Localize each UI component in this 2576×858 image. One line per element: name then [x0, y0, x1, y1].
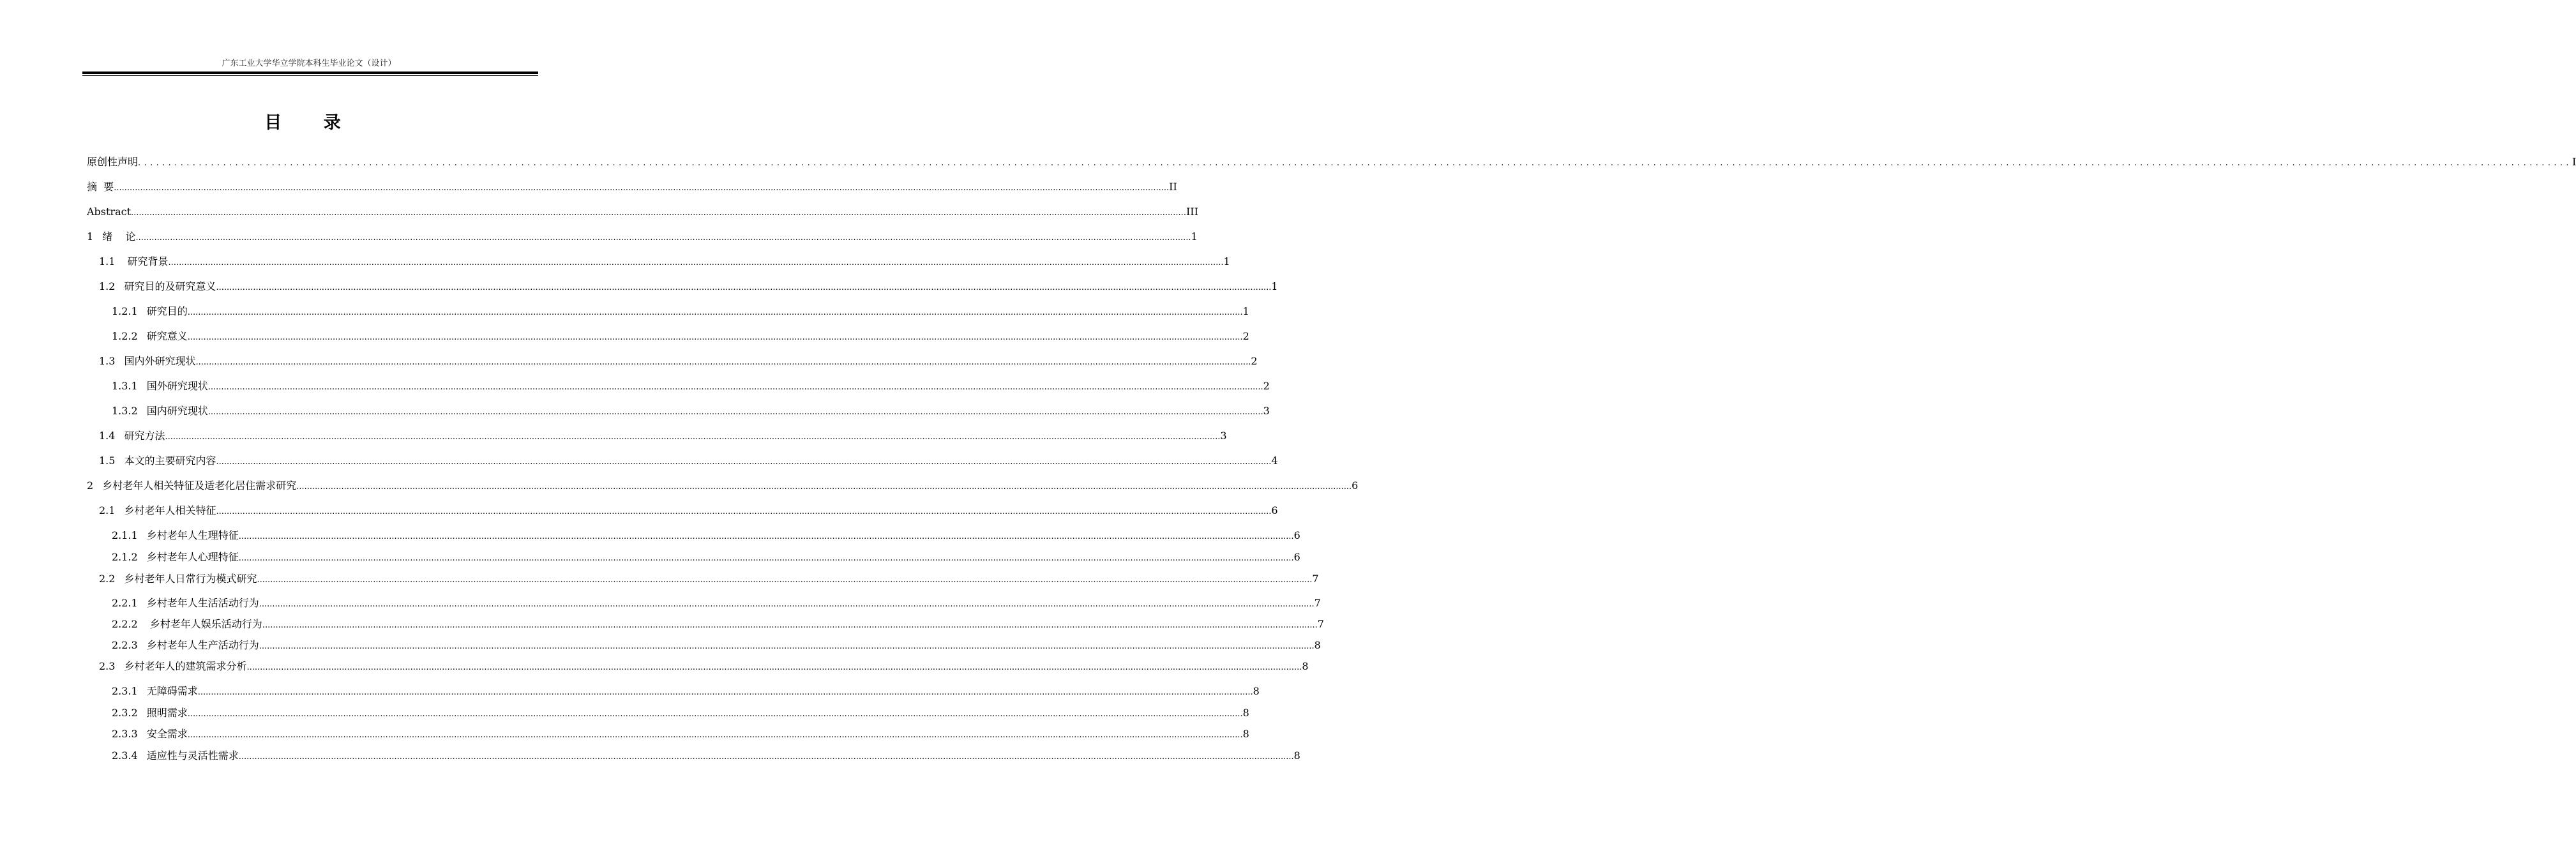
toc-entry-page: 1: [1242, 305, 1249, 317]
dot-leader: ................................................................................................................................................................................................................................................................................................................................................................................................................: [165, 432, 1221, 442]
toc-entry-number: 2: [87, 479, 94, 492]
toc-entry[interactable]: [87, 229, 1198, 245]
toc-entry-text: 乡村老年人相关特征及适老化居住需求研究: [102, 479, 297, 492]
toc-entry[interactable]: [87, 154, 2576, 170]
dot-leader: ................................................................................................................................................................................................................................................................................................................................................................................................................: [238, 553, 1294, 563]
toc-entry-label: [112, 748, 239, 764]
toc-entry-number: 1.3.1: [112, 380, 138, 392]
toc-entry-page: 1: [1191, 230, 1198, 243]
toc-entry-label: [99, 254, 169, 269]
toc-entry-label: [112, 379, 208, 394]
toc-entry-page: 6: [1352, 479, 1359, 492]
header-rule-thick: [82, 72, 538, 74]
toc-entry[interactable]: [112, 403, 1270, 419]
dot-leader: ................................................................................................................................................................................................................................................................................................................................................................................................................: [195, 358, 1251, 367]
dot-leader: ................................................................................................................................................................................................................................................................................................................................................................................................................: [197, 688, 1253, 697]
toc-entry-label: [112, 550, 239, 565]
toc-entry-text: 照明需求: [146, 707, 188, 719]
toc-entry-label: [112, 617, 262, 632]
toc-entry[interactable]: [112, 596, 1321, 611]
toc-entry[interactable]: [99, 453, 1278, 469]
toc-entry-text: 乡村老年人日常行为模式研究: [124, 573, 257, 585]
toc-entry[interactable]: [87, 478, 1359, 493]
dot-leader: ................................................................................................................................................................................................................................................................................................................................................................................................................: [207, 382, 1263, 392]
toc-entry[interactable]: [112, 684, 1260, 699]
toc-entry[interactable]: [99, 279, 1278, 294]
toc-entry[interactable]: [112, 528, 1300, 543]
toc-entry-number: 2.3.1: [112, 685, 138, 697]
toc-entry-number: 1.1: [99, 255, 116, 267]
toc-entry-label: [112, 304, 188, 319]
toc-entry-label: [99, 571, 257, 587]
toc-entry[interactable]: [112, 748, 1300, 764]
toc-entry-text: 乡村老年人生产活动行为: [146, 639, 259, 651]
toc-entry-page: 2: [1251, 355, 1258, 367]
toc-entry-text: 无障碍需求: [146, 685, 198, 697]
dot-leader: ................................................................................................................................................................................................................................................................................................................................................................................................................: [259, 642, 1314, 651]
toc-entry-text: 乡村老年人的建筑需求分析: [124, 660, 247, 672]
toc-entry-label: [112, 705, 188, 721]
dot-leader: ................................................................................................................................................................................................................................................................................................................................................................................................................: [168, 258, 1224, 267]
dot-leader: ................................................................................................................................................................................................................................................................................................................................................................................................................: [187, 333, 1243, 342]
toc-entry-text: 乡村老年人生理特征: [146, 529, 239, 541]
toc-entry[interactable]: [112, 705, 1249, 721]
toc-entry[interactable]: [112, 638, 1321, 653]
toc-entry-page: II: [1169, 181, 1177, 193]
dot-leader: ................................................................................................................................................................................................................................................................................................................................................................................................................: [187, 730, 1243, 740]
toc-entry-label: [112, 329, 188, 344]
dot-leader: ................................................................................................................................................................................................................................................................................................................................................................................................................: [207, 407, 1263, 417]
toc-entry-text: 国外研究现状: [146, 380, 208, 392]
toc-entry-page: 3: [1263, 405, 1270, 417]
dot-leader: ................................................................................................................................................................................................................................................................................................................................................................................................................: [257, 575, 1313, 585]
toc-entry-page: 1: [1223, 255, 1230, 267]
toc-entry-text: 乡村老年人相关特征: [124, 504, 216, 516]
toc-entry-page: 8: [1242, 728, 1249, 740]
dot-leader: ................................................................................................................................................................................................................................................................................................................................................................................................................: [138, 158, 2572, 168]
toc-entry-label: [99, 428, 165, 444]
toc-entry-text: 研究目的: [146, 305, 188, 317]
toc-entry-label: [112, 403, 208, 419]
dot-leader: ................................................................................................................................................................................................................................................................................................................................................................................................................: [246, 663, 1302, 672]
dot-leader: ................................................................................................................................................................................................................................................................................................................................................................................................................: [187, 308, 1243, 317]
toc-entry-page: 8: [1314, 639, 1321, 651]
toc-entry-page: I: [2572, 156, 2576, 168]
toc-entry-text: 研究方法: [124, 430, 165, 442]
toc-entry-label: [87, 229, 136, 245]
toc-entry[interactable]: [99, 354, 1258, 369]
toc-entry-page: 8: [1253, 685, 1260, 697]
toc-entry-page: 8: [1302, 660, 1309, 672]
dot-leader: ................................................................................................................................................................................................................................................................................................................................................................................................................: [114, 183, 1170, 193]
toc-entry[interactable]: [99, 428, 1227, 444]
toc-entry-text: 原创性声明: [87, 156, 139, 168]
toc-entry-text: 研究背景: [124, 255, 169, 267]
toc-entry-text: 安全需求: [146, 728, 188, 740]
toc-entry-page: 7: [1312, 573, 1319, 585]
toc-entry-text: 乡村老年人生活活动行为: [146, 597, 259, 609]
toc-entry-number: 1.4: [99, 430, 116, 442]
toc-entry-number: 1: [87, 230, 94, 243]
toc-entry-label: [99, 659, 246, 674]
toc-entry-number: 1.2: [99, 280, 116, 292]
toc-entry-page: 3: [1220, 430, 1227, 442]
toc-entry[interactable]: [87, 179, 1177, 195]
toc-entry[interactable]: [112, 617, 1324, 632]
toc-entry-number: 2.3.2: [112, 707, 138, 719]
toc-entry-page: 7: [1314, 597, 1321, 609]
toc-entry-number: 1.3: [99, 355, 116, 367]
toc-entry-number: 2.3.3: [112, 728, 138, 740]
toc-entry-label: [87, 478, 296, 493]
toc-entry[interactable]: [99, 254, 1230, 269]
toc-entry-text: 摘 要: [87, 181, 114, 193]
toc-entry-page: III: [1186, 206, 1198, 218]
toc-entry-page: 2: [1242, 330, 1249, 342]
toc-entry-page: 8: [1293, 749, 1300, 762]
toc-entry-number: 2.1.1: [112, 529, 138, 541]
toc-entry-number: 2.2.3: [112, 639, 138, 651]
toc-entry-label: [87, 179, 114, 195]
toc-entry[interactable]: [99, 571, 1319, 587]
toc-entry-number: 2.2: [99, 573, 116, 585]
toc-entry-label: [112, 684, 198, 699]
dot-leader: ................................................................................................................................................................................................................................................................................................................................................................................................................: [238, 752, 1294, 762]
toc-entry[interactable]: [99, 503, 1278, 518]
toc-entry[interactable]: [112, 550, 1300, 565]
toc-entry-number: 2.3: [99, 660, 116, 672]
toc-entry-label: [112, 596, 259, 611]
toc-entry-text: 本文的主要研究内容: [124, 455, 216, 467]
toc-entry[interactable]: [99, 659, 1309, 674]
toc-entry-text: 研究意义: [146, 330, 188, 342]
toc-entry-number: 1.5: [99, 455, 116, 467]
toc-entry-number: 1.3.2: [112, 405, 138, 417]
toc-entry[interactable]: [112, 304, 1249, 319]
toc-entry-page: 6: [1293, 529, 1300, 541]
dot-leader: ................................................................................................................................................................................................................................................................................................................................................................................................................: [238, 532, 1294, 541]
toc-entry[interactable]: [112, 379, 1270, 394]
toc-entry-page: 2: [1263, 380, 1270, 392]
toc-entry-number: 2.2.1: [112, 597, 138, 609]
toc-entry-text: 乡村老年人娱乐活动行为: [146, 618, 262, 630]
dot-leader: ................................................................................................................................................................................................................................................................................................................................................................................................................: [187, 709, 1243, 719]
dot-leader: ................................................................................................................................................................................................................................................................................................................................................................................................................: [262, 621, 1318, 630]
toc-entry-page: 1: [1271, 280, 1278, 292]
dot-leader: ................................................................................................................................................................................................................................................................................................................................................................................................................: [131, 208, 1186, 218]
toc-entry-number: 2.2.2: [112, 618, 138, 630]
toc-entry-label: [99, 354, 195, 369]
toc-entry-page: 7: [1317, 618, 1324, 630]
dot-leader: ................................................................................................................................................................................................................................................................................................................................................................................................................: [216, 507, 1272, 516]
toc-entry-text: Abstract: [87, 206, 132, 218]
toc-entry-label: [99, 453, 216, 469]
toc-entry-number: 2.1.2: [112, 551, 138, 563]
toc-entry[interactable]: [87, 204, 1198, 220]
toc-entry-text: 适应性与灵活性需求: [146, 749, 239, 762]
dot-leader: ................................................................................................................................................................................................................................................................................................................................................................................................................: [135, 233, 1191, 243]
dot-leader: ................................................................................................................................................................................................................................................................................................................................................................................................................: [216, 457, 1272, 467]
header-rule-thin: [82, 75, 538, 76]
toc-entry-number: 1.2.1: [112, 305, 138, 317]
toc-entry-text: 乡村老年人心理特征: [146, 551, 239, 563]
running-header: 广东工业大学华立学院本科生毕业论文（设计）: [222, 59, 396, 68]
toc-entry-number: 2.3.4: [112, 749, 138, 762]
toc-entry-text: 绪 论: [102, 230, 136, 243]
dot-leader: ................................................................................................................................................................................................................................................................................................................................................................................................................: [296, 482, 1352, 492]
toc-entry-label: [112, 726, 188, 742]
toc-entry-text: 国内外研究现状: [124, 355, 196, 367]
toc-entry-text: 国内研究现状: [146, 405, 208, 417]
toc-entry-page: 8: [1242, 707, 1249, 719]
toc-entry-page: 6: [1293, 551, 1300, 563]
toc-entry-label: [99, 279, 216, 294]
dot-leader: ................................................................................................................................................................................................................................................................................................................................................................................................................: [259, 599, 1314, 609]
toc-entry-page: 6: [1271, 504, 1278, 516]
toc-entry-label: [87, 154, 138, 170]
toc-entry-label: [112, 528, 239, 543]
toc-entry-page: 4: [1271, 455, 1278, 467]
dot-leader: ................................................................................................................................................................................................................................................................................................................................................................................................................: [216, 283, 1272, 292]
toc-entry-text: 研究目的及研究意义: [124, 280, 216, 292]
toc-entry[interactable]: [112, 726, 1249, 742]
toc-entry-number: 1.2.2: [112, 330, 138, 342]
toc-title: 目 录: [264, 113, 359, 133]
toc-entry-label: [99, 503, 216, 518]
toc-entry-number: 2.1: [99, 504, 116, 516]
toc-entry-label: [87, 204, 131, 220]
toc-entry[interactable]: [112, 329, 1249, 344]
toc-entry-label: [112, 638, 259, 653]
